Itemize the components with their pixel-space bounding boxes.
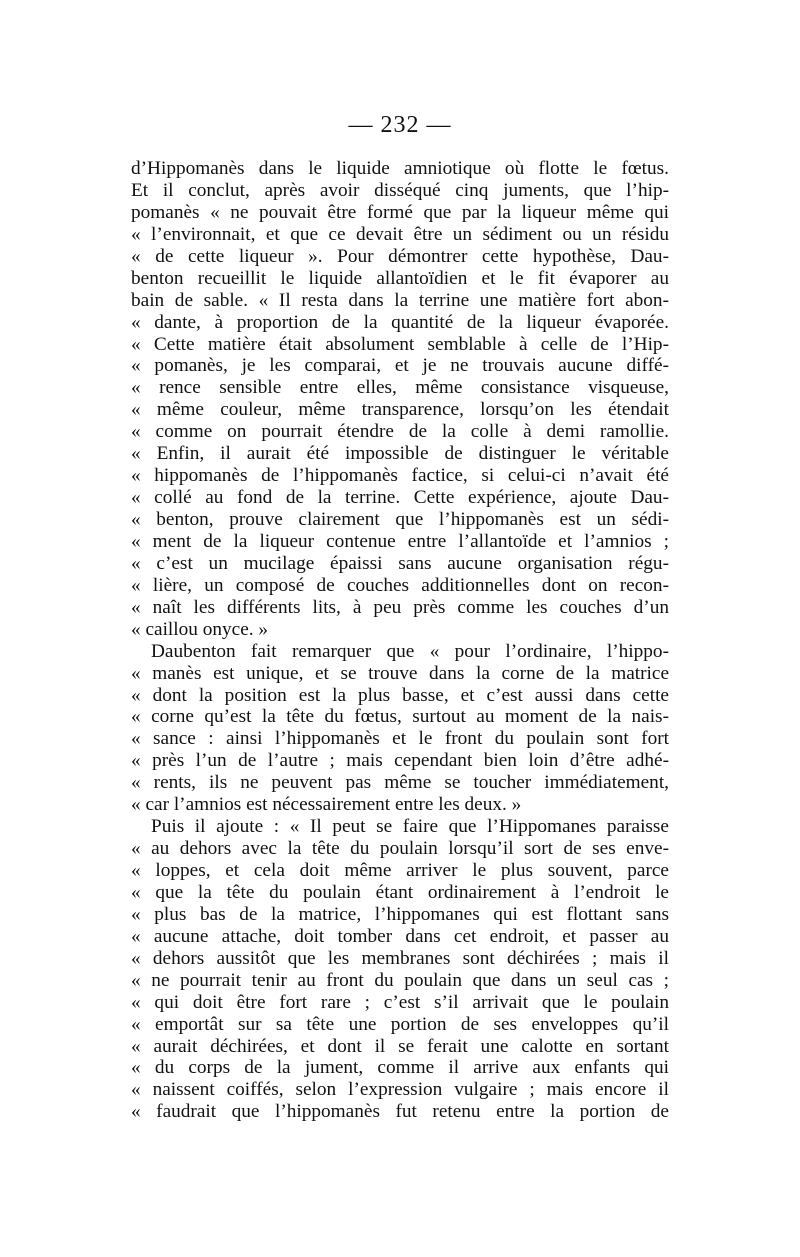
text-line: « pomanès, je les comparai, et je ne trouvais aucune diffé- [131, 355, 669, 377]
text-line: « rence sensible entre elles, même consistance visqueuse, [131, 377, 669, 399]
text-line: « loppes, et cela doit même arriver le plus souvent, parce [131, 860, 669, 881]
text-line: « dante, à proportion de la quantité de la liqueur évaporée. [131, 311, 669, 333]
text-line: « dont la position est la plus basse, et c’est aussi dans cette [131, 684, 669, 706]
text-line: « naît les différents lits, à peu près comme les couches d’un [131, 596, 669, 618]
text-line: « faudrait que l’hippomanès fut retenu entre la portion de [131, 1101, 669, 1123]
text-line: « l’environnait, et que ce devait être un sédiment ou un résidu [131, 223, 669, 245]
text-line: « comme on pourrait étendre de la colle à demi ramollie. [131, 421, 669, 443]
text-line: « Cette matière était absolument semblable à celle de l’Hip- [131, 333, 669, 355]
text-line: « naissent coiffés, selon l’expression vulgaire ; mais encore il [131, 1079, 669, 1101]
text-line: « ment de la liqueur contenue entre l’allantoïde et l’amnios ; [131, 530, 669, 552]
text-line: « car l’amnios est nécessairement entre les deux. » [131, 794, 522, 816]
text-line: « aucune attache, doit tomber dans cet endroit, et passer au [131, 925, 669, 947]
text-line: bain de sable. « Il resta dans la terrine une matière fort abon- [131, 289, 669, 311]
text-line: « qui doit être fort rare ; c’est s’il arrivait que le poulain [131, 991, 669, 1013]
body-text [131, 158, 669, 1123]
text-line: Daubenton fait remarquer que « pour l’ordinaire, l’hippo- [151, 640, 669, 662]
text-line: « dehors aussitôt que les membranes sont déchirées ; mais il [131, 947, 669, 969]
page-number: — 232 — [348, 112, 452, 138]
text-line: « corne qu’est la tête du fœtus, surtout au moment de la nais- [131, 706, 669, 728]
text-line: « de cette liqueur ». Pour démontrer cette hypothèse, Dau- [131, 245, 669, 267]
text-line: « aurait déchirées, et dont il se ferait une calotte en sortant [131, 1035, 669, 1057]
text-line: « caillou onyce. » [131, 618, 269, 640]
text-line: « que la tête du poulain étant ordinairement à l’endroit le [131, 881, 669, 903]
text-line: « benton, prouve clairement que l’hippomanès est un sédi- [131, 509, 669, 530]
text-line: « Enfin, il aurait été impossible de distinguer le véritable [131, 443, 669, 465]
text-line: Et il conclut, après avoir disséqué cinq juments, que l’hip- [131, 179, 669, 201]
text-line: benton recueillit le liquide allantoïdien et le fit évaporer au [131, 267, 669, 289]
text-line: « même couleur, même transparence, lorsqu’on les étendait [131, 399, 669, 421]
text-line: « manès est unique, et se trouve dans la corne de la matrice [131, 662, 669, 684]
text-line: Puis il ajoute : « Il peut se faire que l’Hippomanes paraisse [151, 816, 669, 838]
text-line: pomanès « ne pouvait être formé que par la liqueur même qui [131, 201, 669, 223]
text-line: d’Hippomanès dans le liquide amniotique où flotte le fœtus. [131, 158, 669, 179]
text-line: « près l’un de l’autre ; mais cependant bien loin d’être adhé- [131, 750, 669, 772]
text-line: « rents, ils ne peuvent pas même se toucher immédiatement, [131, 772, 669, 794]
text-line: « collé au fond de la terrine. Cette expérience, ajoute Dau- [131, 487, 669, 509]
text-line: « lière, un composé de couches additionnelles dont on recon- [131, 574, 669, 596]
text-line: « hippomanès de l’hippomanès factice, si celui-ci n’avait été [131, 465, 669, 487]
text-line: « c’est un mucilage épaissi sans aucune organisation régu- [131, 552, 669, 574]
text-line: « du corps de la jument, comme il arrive aux enfants qui [131, 1057, 669, 1079]
text-line: « ne pourrait tenir au front du poulain que dans un seul cas ; [131, 969, 669, 991]
text-line: « emportât sur sa tête une portion de ses enveloppes qu’il [131, 1013, 669, 1035]
text-line: « plus bas de la matrice, l’hippomanes qui est flottant sans [131, 903, 669, 925]
text-line: « au dehors avec la tête du poulain lorsqu’il sort de ses enve- [131, 838, 669, 860]
text-line: « sance : ainsi l’hippomanès et le front du poulain sont fort [131, 728, 669, 750]
